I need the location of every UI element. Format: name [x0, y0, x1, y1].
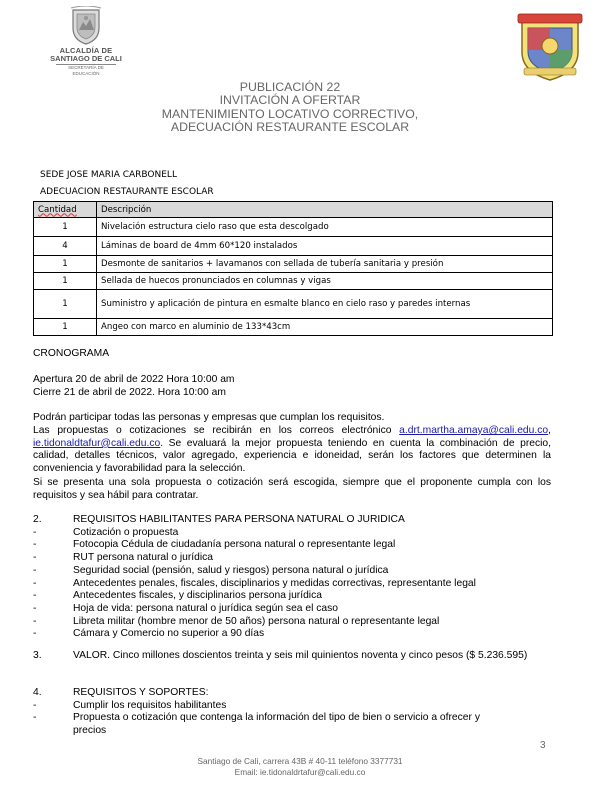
email-link-martha[interactable]: a.drt.martha.amaya@cali.edu.co	[399, 425, 549, 436]
cierre-line: Cierre 21 de abril de 2022. Hora 10:00 am	[33, 387, 226, 398]
list-item: - Antecedentes penales, fiscales, disciplinarios y medidas correctivas, representante legal	[33, 577, 476, 589]
comma: ,	[548, 425, 551, 436]
list-item: - Hoja de vida: persona natural o jurídica según sea el caso	[33, 602, 339, 614]
list-item: - Cámara y Comercio no superior a 90 días	[33, 628, 265, 640]
row-desc: Láminas de board de 4mm 60*120 instalados	[97, 237, 553, 256]
row-qty: 1	[34, 218, 97, 237]
cronograma-title: CRONOGRAMA	[33, 348, 110, 359]
row-desc: Desmonte de sanitarios + lavamanos con sellada de tubería sanitaria y presión	[97, 256, 553, 273]
row-desc: Angeo con marco en aluminio de 133*43cm	[97, 319, 553, 336]
table-row	[34, 319, 553, 336]
sede-label: SEDE JOSE MARIA CARBONELL	[40, 170, 177, 180]
section-3: 3. VALOR. Cinco millones doscientos treinta y seis mil quinientos noventa y cinco pesos ($ 5.236.595)	[33, 650, 553, 663]
email-link-tidonaldtafur[interactable]: ie.tidonaldtafur@cali.edu.co	[33, 437, 161, 449]
footer	[140, 756, 460, 777]
row-desc: Sellada de huecos pronunciados en columnas y vigas	[97, 273, 553, 290]
single-proposal-paragraph: Si se presenta una sola propuesta o cotización será escogida, siempre que el proponente cumpla con los requisitos y sea hábil para contratar.	[33, 477, 551, 501]
section-2-heading: 2. REQUISITOS HABILITANTES PARA PERSONA NATURAL O JURIDICA	[33, 514, 553, 527]
table-row	[34, 290, 553, 319]
footer-address: Santiago de Cali, carrera 43B # 40-11 teléfono 3377731	[197, 756, 403, 766]
coat-of-arms-icon	[69, 6, 103, 46]
row-qty: 1	[34, 319, 97, 336]
header-cantidad: Cantidad	[34, 202, 97, 218]
title-line-2: INVITACIÓN A OFERTAR	[219, 93, 361, 108]
list-item: - Antecedentes fiscales, y disciplinarios persona jurídica	[33, 590, 322, 602]
section-4-title: REQUISITOS Y SOPORTES:	[73, 687, 209, 698]
subtitle-label: ADECUACION RESTAURANTE ESCOLAR	[40, 187, 214, 197]
row-desc: Suministro y aplicación de pintura en esmalte blanco en cielo raso y paredes internas	[97, 290, 553, 319]
section-2-title: REQUISITOS HABILITANTES PARA PERSONA NATURAL O JURIDICA	[73, 514, 405, 525]
logo-line-3: SECRETARÍA DE EDUCACIÓN	[56, 64, 116, 77]
row-qty: 1	[34, 256, 97, 273]
header-descripcion: Descripción	[97, 202, 553, 218]
alcaldia-logo	[50, 6, 122, 77]
list-item: - Propuesta o cotización que contenga la información del tipo de bien o servicio a ofrecer y precios	[33, 712, 480, 737]
valor-text: VALOR. Cinco millones doscientos treinta y seis mil quinientos noventa y cinco pesos ($ 5.236.595)	[73, 650, 528, 661]
row-qty: 1	[34, 290, 97, 319]
list-item: - Libreta militar (hombre menor de 50 años) persona natural o representante legal	[33, 615, 440, 627]
list-item: - RUT persona natural o jurídica	[33, 552, 214, 564]
list-item: - Fotocopia Cédula de ciudadanía persona natural o representante legal	[33, 539, 396, 551]
proposal-paragraph	[33, 425, 551, 476]
table-row	[34, 273, 553, 290]
title-line-1: PUBLICACIÓN 22	[239, 80, 341, 94]
apertura-line: Apertura 20 de abril de 2022 Hora 10:00 am	[33, 374, 235, 385]
section-2	[33, 514, 553, 641]
section-4	[33, 687, 553, 738]
items-table	[33, 201, 553, 336]
row-desc: Nivelación estructura cielo raso que esta descolgado	[97, 218, 553, 237]
document-title	[100, 81, 480, 134]
section-4-heading: 4. REQUISITOS Y SOPORTES:	[33, 687, 553, 700]
logo-line-2: SANTIAGO DE CALI	[50, 54, 122, 63]
page-number: 3	[540, 740, 546, 751]
proposal-text-start: Las propuestas o cotizaciones se recibirán en los correos electrónico	[33, 425, 400, 436]
school-crest-icon	[516, 8, 584, 84]
logo-line-1: ALCALDÍA DE	[59, 46, 113, 55]
row-qty: 4	[34, 237, 97, 256]
proposal-text-end: . Se evaluará la mejor propuesta teniendo en cuenta la combinación de precio, calidad, detalles técnicos, valor agregado, experiencia e idoneidad, serán los factores que determinen la conveniencia y favorabilidad para la selección.	[33, 437, 551, 475]
footer-email: Email: ie.tidonaldrtafur@cali.edu.co	[234, 766, 366, 777]
row-qty: 1	[34, 273, 97, 290]
title-line-4: ADECUACIÓN RESTAURANTE ESCOLAR	[170, 119, 410, 134]
list-item: - Seguridad social (pensión, salud y riesgos) persona natural o jurídica	[33, 564, 389, 576]
title-line-3: MANTENIMIENTO LOCATIVO CORRECTIVO,	[161, 106, 419, 121]
table-row	[34, 256, 553, 273]
list-item: - Cotización o propuesta	[33, 526, 179, 538]
participation-paragraph: Podrán participar todas las personas y empresas que cumplan los requisitos.	[33, 412, 385, 423]
list-item: - Cumplir los requisitos habilitantes	[33, 699, 227, 711]
table-row	[34, 218, 553, 237]
table-header-row	[34, 202, 553, 218]
table-row	[34, 237, 553, 256]
